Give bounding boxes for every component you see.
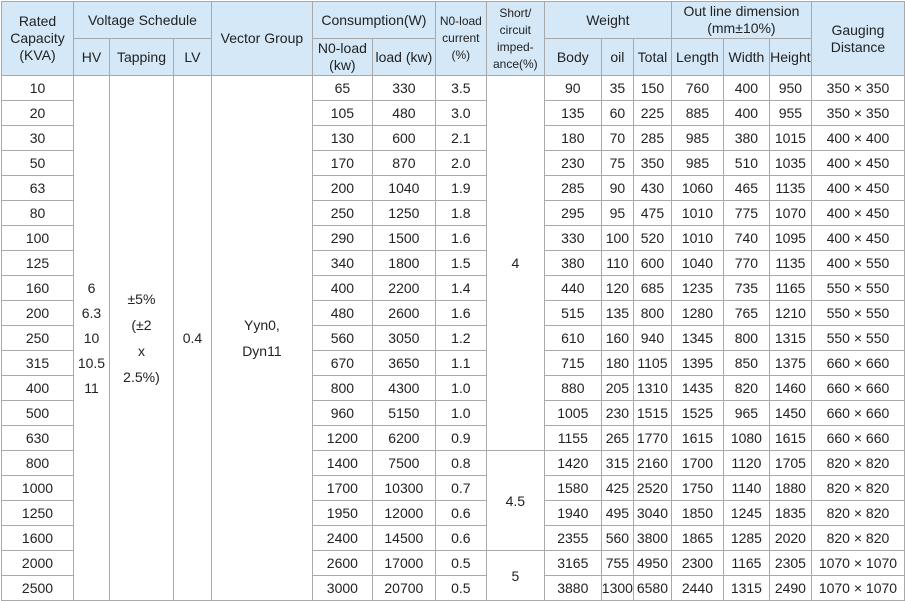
- cell-no-load-current: 3.5: [435, 76, 486, 101]
- cell-width: 965: [723, 401, 769, 426]
- cell-load: 20700: [372, 576, 435, 601]
- cell-gauging: 820 × 820: [811, 476, 904, 501]
- cell-capacity: 1600: [2, 526, 74, 551]
- cell-hv-line: 6.3: [81, 304, 102, 321]
- cell-length: 1850: [671, 501, 723, 526]
- header-hv: HV: [73, 39, 109, 76]
- cell-load: 1250: [372, 201, 435, 226]
- cell-no-load-current: 2.0: [435, 151, 486, 176]
- cell-body: 1420: [544, 451, 601, 476]
- cell-hv-line: 10: [83, 329, 100, 346]
- cell-hv-line: 11: [84, 379, 99, 396]
- cell-width: 380: [723, 126, 769, 151]
- cell-width: 735: [723, 276, 769, 301]
- cell-total: 430: [633, 176, 671, 201]
- cell-height: 1165: [769, 276, 811, 301]
- cell-length: 1700: [671, 451, 723, 476]
- cell-oil: 425: [601, 476, 633, 501]
- cell-width: 465: [723, 176, 769, 201]
- cell-body: 1005: [544, 401, 601, 426]
- cell-total: 1770: [633, 426, 671, 451]
- cell-no-load-current: 0.9: [435, 426, 486, 451]
- cell-body: 380: [544, 251, 601, 276]
- cell-load: 480: [372, 101, 435, 126]
- cell-body: 330: [544, 226, 601, 251]
- cell-tapping: [109, 76, 173, 601]
- cell-no-load-current: 1.2: [435, 326, 486, 351]
- cell-gauging: 550 × 550: [811, 276, 904, 301]
- header-body: Body: [544, 39, 601, 76]
- cell-no-load-current: 2.1: [435, 126, 486, 151]
- cell-no-load-current: 0.8: [435, 451, 486, 476]
- cell-total: 6580: [633, 576, 671, 601]
- cell-no-load: 670: [312, 351, 372, 376]
- spec-table-body: [2, 76, 905, 601]
- cell-no-load: 1200: [312, 426, 372, 451]
- cell-load: 4300: [372, 376, 435, 401]
- cell-total: 2520: [633, 476, 671, 501]
- cell-load: 330: [372, 76, 435, 101]
- header-rated-capacity: Rated Capacity (KVA): [2, 2, 74, 76]
- cell-hv-line: 6: [87, 279, 96, 296]
- cell-body: 295: [544, 201, 601, 226]
- cell-load: 3650: [372, 351, 435, 376]
- cell-body: 2355: [544, 526, 601, 551]
- cell-width: 1120: [723, 451, 769, 476]
- cell-load: 5150: [372, 401, 435, 426]
- cell-load: 1040: [372, 176, 435, 201]
- cell-no-load: 105: [312, 101, 372, 126]
- cell-length: 1750: [671, 476, 723, 501]
- cell-no-load: 960: [312, 401, 372, 426]
- cell-oil: 120: [601, 276, 633, 301]
- cell-body: 880: [544, 376, 601, 401]
- cell-length: 2440: [671, 576, 723, 601]
- header-total: Total: [633, 39, 671, 76]
- cell-total: 940: [633, 326, 671, 351]
- cell-total: 3800: [633, 526, 671, 551]
- cell-impedance: 4.5: [486, 451, 544, 551]
- cell-capacity: 160: [2, 276, 74, 301]
- header-no-load-current: N0-load current (%): [435, 2, 486, 76]
- cell-height: 2020: [769, 526, 811, 551]
- cell-width: 1165: [723, 551, 769, 576]
- cell-length: 885: [671, 101, 723, 126]
- cell-body: 285: [544, 176, 601, 201]
- cell-capacity: 30: [2, 126, 74, 151]
- cell-load: 7500: [372, 451, 435, 476]
- cell-oil: 495: [601, 501, 633, 526]
- cell-height: 1705: [769, 451, 811, 476]
- cell-width: 765: [723, 301, 769, 326]
- cell-length: 1615: [671, 426, 723, 451]
- cell-length: 985: [671, 126, 723, 151]
- cell-height: 1095: [769, 226, 811, 251]
- cell-total: 475: [633, 201, 671, 226]
- cell-no-load-current: 1.9: [435, 176, 486, 201]
- cell-hv-line: 10.5: [77, 354, 106, 371]
- cell-capacity: 125: [2, 251, 74, 276]
- cell-gauging: 400 × 400: [811, 126, 904, 151]
- cell-total: 3040: [633, 501, 671, 526]
- cell-tapping-line: ±5%: [127, 291, 156, 307]
- cell-load: 3050: [372, 326, 435, 351]
- header-lv: LV: [173, 39, 211, 76]
- header-length: Length: [671, 39, 723, 76]
- header-short-circuit-impedance: Short/ circuit imped-ance(%): [486, 2, 544, 76]
- cell-body: 90: [544, 76, 601, 101]
- cell-body: 440: [544, 276, 601, 301]
- cell-length: 1435: [671, 376, 723, 401]
- cell-oil: 180: [601, 351, 633, 376]
- cell-hv: [73, 76, 109, 601]
- cell-no-load: 130: [312, 126, 372, 151]
- cell-load: 6200: [372, 426, 435, 451]
- cell-length: 1395: [671, 351, 723, 376]
- cell-no-load-current: 1.0: [435, 376, 486, 401]
- cell-no-load-current: 0.7: [435, 476, 486, 501]
- cell-oil: 265: [601, 426, 633, 451]
- cell-load: 2600: [372, 301, 435, 326]
- cell-gauging: 400 × 450: [811, 226, 904, 251]
- cell-oil: 560: [601, 526, 633, 551]
- cell-oil: 315: [601, 451, 633, 476]
- cell-capacity: 500: [2, 401, 74, 426]
- cell-length: 1010: [671, 226, 723, 251]
- cell-length: 1010: [671, 201, 723, 226]
- cell-total: 4950: [633, 551, 671, 576]
- cell-no-load-current: 1.0: [435, 401, 486, 426]
- cell-length: 1040: [671, 251, 723, 276]
- cell-body: 715: [544, 351, 601, 376]
- cell-no-load: 3000: [312, 576, 372, 601]
- cell-width: 775: [723, 201, 769, 226]
- cell-gauging: 550 × 550: [811, 326, 904, 351]
- cell-tapping-line: (±2: [131, 317, 152, 333]
- cell-capacity: 1000: [2, 476, 74, 501]
- cell-body: 230: [544, 151, 601, 176]
- cell-tapping-line: 2.5%): [123, 369, 160, 385]
- cell-body: 1580: [544, 476, 601, 501]
- cell-width: 1285: [723, 526, 769, 551]
- cell-no-load-current: 0.5: [435, 551, 486, 576]
- header-height: Height: [769, 39, 811, 76]
- cell-gauging: 1070 × 1070: [811, 551, 904, 576]
- cell-no-load: 800: [312, 376, 372, 401]
- cell-width: 1315: [723, 576, 769, 601]
- cell-capacity: 630: [2, 426, 74, 451]
- cell-length: 1345: [671, 326, 723, 351]
- cell-length: 1525: [671, 401, 723, 426]
- header-load: load (kw): [372, 39, 435, 76]
- cell-capacity: 250: [2, 326, 74, 351]
- header-oil: oil: [601, 39, 633, 76]
- header-voltage-schedule: Voltage Schedule: [73, 2, 211, 39]
- cell-body: 3165: [544, 551, 601, 576]
- cell-height: 1135: [769, 251, 811, 276]
- cell-length: 1865: [671, 526, 723, 551]
- cell-height: 1035: [769, 151, 811, 176]
- cell-length: 1060: [671, 176, 723, 201]
- cell-total: 800: [633, 301, 671, 326]
- cell-capacity: 10: [2, 76, 74, 101]
- cell-load: 17000: [372, 551, 435, 576]
- cell-load: 870: [372, 151, 435, 176]
- cell-oil: 160: [601, 326, 633, 351]
- cell-oil: 90: [601, 176, 633, 201]
- cell-no-load-current: 1.8: [435, 201, 486, 226]
- cell-capacity: 2500: [2, 576, 74, 601]
- cell-total: 1310: [633, 376, 671, 401]
- header-vector-group: Vector Group: [211, 2, 312, 76]
- cell-total: 350: [633, 151, 671, 176]
- cell-gauging: 350 × 350: [811, 76, 904, 101]
- cell-load: 600: [372, 126, 435, 151]
- cell-length: 2300: [671, 551, 723, 576]
- cell-total: 1515: [633, 401, 671, 426]
- header-outline-dimension: Out line dimension (mm±10%): [671, 2, 811, 39]
- cell-width: 510: [723, 151, 769, 176]
- cell-body: 135: [544, 101, 601, 126]
- cell-oil: 75: [601, 151, 633, 176]
- cell-gauging: 400 × 450: [811, 201, 904, 226]
- cell-gauging: 660 × 660: [811, 376, 904, 401]
- cell-gauging: 820 × 820: [811, 526, 904, 551]
- cell-height: 1210: [769, 301, 811, 326]
- cell-height: 955: [769, 101, 811, 126]
- cell-oil: 60: [601, 101, 633, 126]
- cell-capacity: 1250: [2, 501, 74, 526]
- header-no-load: N0-load (kw): [312, 39, 372, 76]
- cell-no-load: 1400: [312, 451, 372, 476]
- cell-no-load: 200: [312, 176, 372, 201]
- cell-width: 1140: [723, 476, 769, 501]
- cell-total: 685: [633, 276, 671, 301]
- cell-gauging: 400 × 450: [811, 151, 904, 176]
- cell-no-load-current: 1.5: [435, 251, 486, 276]
- cell-no-load: 1950: [312, 501, 372, 526]
- cell-oil: 205: [601, 376, 633, 401]
- header-consumption: Consumption(W): [312, 2, 435, 39]
- cell-gauging: 400 × 550: [811, 251, 904, 276]
- cell-no-load-current: 0.6: [435, 526, 486, 551]
- cell-capacity: 200: [2, 301, 74, 326]
- cell-load: 10300: [372, 476, 435, 501]
- cell-no-load: 290: [312, 226, 372, 251]
- cell-total: 520: [633, 226, 671, 251]
- cell-oil: 100: [601, 226, 633, 251]
- cell-capacity: 400: [2, 376, 74, 401]
- cell-width: 850: [723, 351, 769, 376]
- cell-height: 1460: [769, 376, 811, 401]
- cell-gauging: 550 × 550: [811, 301, 904, 326]
- cell-total: 225: [633, 101, 671, 126]
- cell-oil: 95: [601, 201, 633, 226]
- cell-capacity: 315: [2, 351, 74, 376]
- cell-width: 770: [723, 251, 769, 276]
- cell-no-load: 250: [312, 201, 372, 226]
- cell-capacity: 100: [2, 226, 74, 251]
- cell-width: 740: [723, 226, 769, 251]
- cell-no-load-current: 0.6: [435, 501, 486, 526]
- cell-width: 1080: [723, 426, 769, 451]
- cell-oil: 35: [601, 76, 633, 101]
- header-width: Width: [723, 39, 769, 76]
- cell-impedance: 5: [486, 551, 544, 601]
- cell-capacity: 2000: [2, 551, 74, 576]
- cell-gauging: 1070 × 1070: [811, 576, 904, 601]
- cell-height: 1070: [769, 201, 811, 226]
- cell-body: 1940: [544, 501, 601, 526]
- cell-no-load: 65: [312, 76, 372, 101]
- cell-width: 400: [723, 101, 769, 126]
- cell-oil: 70: [601, 126, 633, 151]
- spec-table-container: [1, 1, 905, 601]
- cell-capacity: 20: [2, 101, 74, 126]
- cell-body: 515: [544, 301, 601, 326]
- cell-load: 2200: [372, 276, 435, 301]
- cell-impedance: 4: [486, 76, 544, 451]
- cell-height: 1315: [769, 326, 811, 351]
- cell-length: 760: [671, 76, 723, 101]
- cell-height: 1835: [769, 501, 811, 526]
- cell-total: 150: [633, 76, 671, 101]
- header-weight: Weight: [544, 2, 671, 39]
- cell-height: 1015: [769, 126, 811, 151]
- cell-total: 1105: [633, 351, 671, 376]
- cell-no-load: 170: [312, 151, 372, 176]
- cell-load: 14500: [372, 526, 435, 551]
- cell-body: 3880: [544, 576, 601, 601]
- cell-no-load-current: 1.6: [435, 226, 486, 251]
- cell-total: 2160: [633, 451, 671, 476]
- cell-no-load: 480: [312, 301, 372, 326]
- cell-no-load: 560: [312, 326, 372, 351]
- table-row: [2, 76, 905, 101]
- cell-width: 1245: [723, 501, 769, 526]
- cell-capacity: 800: [2, 451, 74, 476]
- cell-no-load-current: 0.5: [435, 576, 486, 601]
- cell-body: 180: [544, 126, 601, 151]
- header-gauging-distance: Gauging Distance: [811, 2, 904, 76]
- cell-length: 985: [671, 151, 723, 176]
- cell-capacity: 63: [2, 176, 74, 201]
- cell-no-load: 340: [312, 251, 372, 276]
- cell-no-load-current: 1.1: [435, 351, 486, 376]
- cell-oil: 110: [601, 251, 633, 276]
- cell-no-load: 2600: [312, 551, 372, 576]
- cell-total: 600: [633, 251, 671, 276]
- cell-gauging: 820 × 820: [811, 451, 904, 476]
- cell-gauging: 660 × 660: [811, 351, 904, 376]
- cell-length: 1235: [671, 276, 723, 301]
- cell-gauging: 350 × 350: [811, 101, 904, 126]
- cell-height: 1880: [769, 476, 811, 501]
- cell-load: 1800: [372, 251, 435, 276]
- cell-width: 400: [723, 76, 769, 101]
- cell-gauging: 820 × 820: [811, 501, 904, 526]
- cell-tapping-line: x: [137, 343, 145, 359]
- cell-no-load: 400: [312, 276, 372, 301]
- header-tapping: Tapping: [109, 39, 173, 76]
- cell-vector-group-line: Dyn11: [242, 343, 282, 359]
- cell-no-load-current: 1.6: [435, 301, 486, 326]
- cell-length: 1280: [671, 301, 723, 326]
- cell-no-load: 1700: [312, 476, 372, 501]
- cell-oil: 1300: [601, 576, 633, 601]
- cell-height: 2305: [769, 551, 811, 576]
- cell-oil: 230: [601, 401, 633, 426]
- cell-total: 285: [633, 126, 671, 151]
- cell-gauging: 400 × 450: [811, 176, 904, 201]
- cell-width: 820: [723, 376, 769, 401]
- cell-height: 1135: [769, 176, 811, 201]
- cell-gauging: 660 × 660: [811, 426, 904, 451]
- cell-height: 1615: [769, 426, 811, 451]
- cell-body: 610: [544, 326, 601, 351]
- cell-vector-group-line: Yyn0,: [244, 317, 280, 333]
- cell-load: 1500: [372, 226, 435, 251]
- cell-oil: 135: [601, 301, 633, 326]
- cell-body: 1155: [544, 426, 601, 451]
- cell-capacity: 80: [2, 201, 74, 226]
- cell-no-load-current: 3.0: [435, 101, 486, 126]
- cell-oil: 755: [601, 551, 633, 576]
- cell-gauging: 660 × 660: [811, 401, 904, 426]
- cell-capacity: 50: [2, 151, 74, 176]
- cell-no-load: 2400: [312, 526, 372, 551]
- cell-height: 1450: [769, 401, 811, 426]
- cell-vector-group: [211, 76, 312, 601]
- cell-no-load-current: 1.4: [435, 276, 486, 301]
- transformer-spec-table: [1, 1, 905, 601]
- cell-height: 950: [769, 76, 811, 101]
- cell-load: 12000: [372, 501, 435, 526]
- cell-width: 800: [723, 326, 769, 351]
- cell-lv: 0.4: [173, 76, 211, 601]
- cell-height: 1375: [769, 351, 811, 376]
- cell-height: 2490: [769, 576, 811, 601]
